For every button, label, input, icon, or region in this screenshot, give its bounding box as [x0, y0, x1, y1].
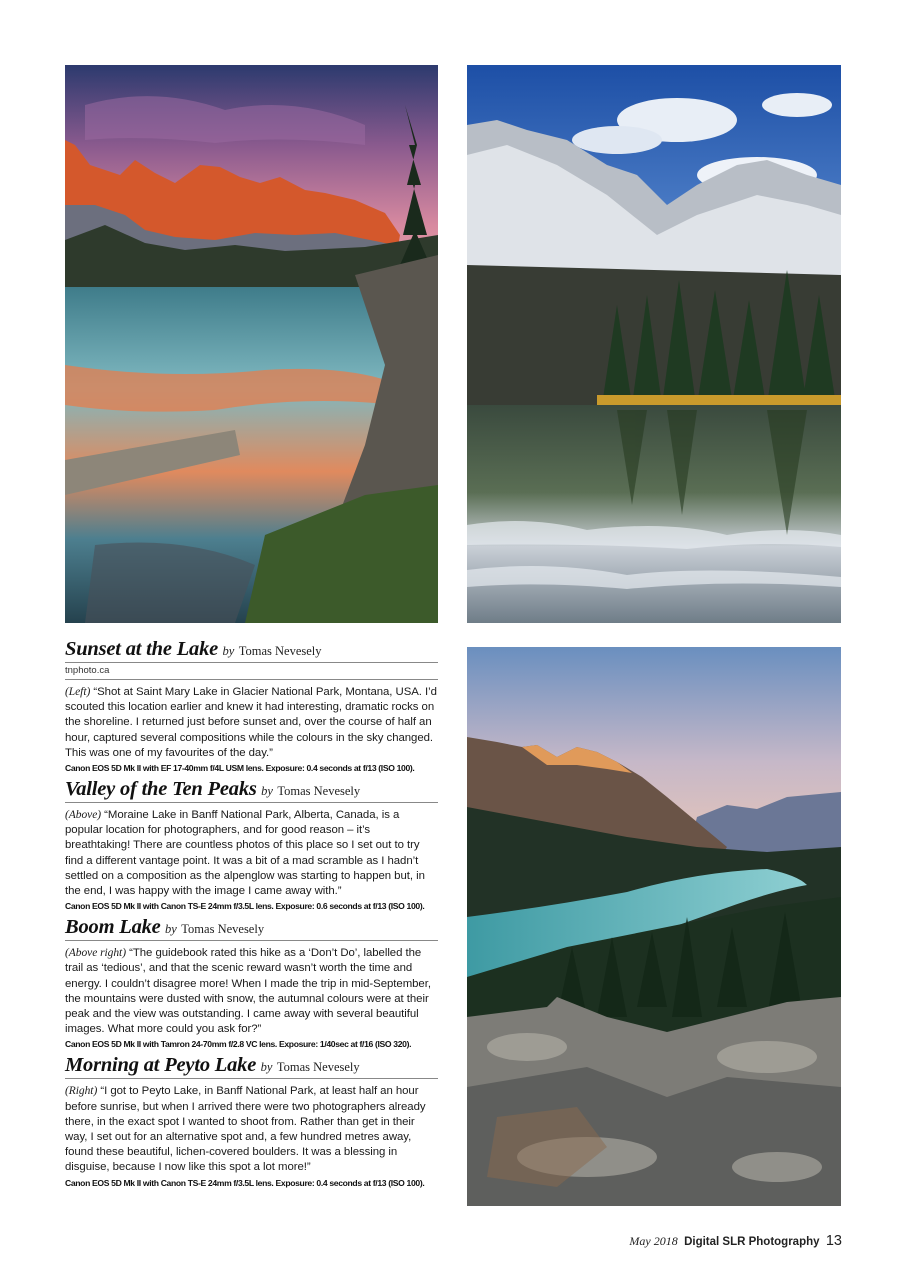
camera-specs: Canon EOS 5D Mk II with Canon TS-E 24mm f/3.5L lens. Exposure: 0.4 seconds at f/13 (ISO 100). — [65, 1177, 425, 1188]
page-number: 13 — [825, 1233, 842, 1249]
caption-text — [65, 808, 438, 899]
caption-text — [65, 685, 438, 761]
position-label: (Left) — [65, 686, 91, 698]
author-name: Tomas Nevesely — [277, 784, 361, 799]
author-name: Tomas Nevesely — [181, 922, 265, 937]
entry-boom-lake — [65, 916, 438, 1049]
camera-specs: Canon EOS 5D Mk II with Canon TS-E 24mm f/3.5L lens. Exposure: 0.6 seconds at f/13 (ISO 100). — [65, 901, 425, 912]
entry-valley-of-the-ten-peaks — [65, 778, 438, 911]
headline: Valley of the Ten Peaks — [65, 778, 257, 801]
entry-title — [65, 638, 438, 663]
magazine-name: Digital SLR Photography — [684, 1236, 820, 1248]
byline-by: by — [222, 644, 235, 658]
caption-body: “Shot at Saint Mary Lake in Glacier National Park, Montana, USA. I’d scouted this location earlier and knew it had interesting, dramatic rocks on the shoreline. I returned just before sunset and, over the course of half an hour, captured several compositions while the colours in the sky changed. This was one of my favourites of the day.” — [65, 686, 437, 759]
byline-by: by — [260, 1060, 273, 1075]
caption-column — [65, 638, 438, 1188]
caption-body: “The guidebook rated this hike as a ‘Don’t Do’, labelled the trail as ‘tedious’, and that the scenic reward wasn’t worth the time and energy. I couldn’t disagree more! When I made the trip in mid-September, the mountains were dusted with snow, the autumnal colours were at their peak and the view was outstanding. I came away with several beautiful images. What more could you ask for?” — [65, 947, 431, 1036]
caption-body: “I got to Peyto Lake, in Banff National Park, at least half an hour before sunrise, but when I arrived there were two photographers already there, in the exact spot I wanted to shoot from. Rather than get in their way, I set out for an alternative spot and, a few hundred metres away, found these beautiful, lichen-covered boulders. It was a blessing in disguise, because I now like this spot a lot more!” — [65, 1085, 426, 1174]
headline: Sunset at the Lake — [65, 638, 219, 660]
headline: Morning at Peyto Lake — [65, 1054, 257, 1077]
page-footer — [629, 1233, 842, 1249]
headline: Boom Lake — [65, 916, 161, 939]
entry-morning-at-peyto-lake — [65, 1054, 438, 1187]
photo-moraine-lake-sunset — [65, 65, 438, 623]
issue-date: May 2018 — [629, 1234, 678, 1248]
byline-by: by — [165, 922, 177, 937]
entry-title — [65, 916, 438, 941]
entry-title — [65, 1054, 438, 1079]
position-label: (Above) — [65, 809, 102, 822]
position-label: (Right) — [65, 1085, 98, 1098]
author-name: Tomas Nevesely — [238, 644, 322, 658]
caption-body: “Moraine Lake in Banff National Park, Alberta, Canada, is a popular location for photographers, and for good reason – it’s breathtaking! There are countless photos of this place so I set out to try find a different vantage point. It was a bit of a mad scramble as I hadn’t settled on a composition as the alpenglow was starting to happen but, in the end, I was happy with the image I came away with.” — [65, 809, 425, 898]
author-name: Tomas Nevesely — [276, 1060, 360, 1075]
website: tnphoto.ca — [65, 663, 438, 680]
entry-sunset-at-the-lake — [65, 638, 438, 773]
position-label: (Above right) — [65, 947, 126, 960]
caption-text — [65, 1084, 438, 1175]
caption-text — [65, 946, 438, 1037]
photo-boom-lake — [467, 65, 841, 623]
camera-specs: Canon EOS 5D Mk II with EF 17-40mm f/4L USM lens. Exposure: 0.4 seconds at f/13 (ISO 100). — [65, 763, 415, 774]
entry-title — [65, 778, 438, 803]
camera-specs: Canon EOS 5D Mk II with Tamron 24-70mm f/2.8 VC lens. Exposure: 1/40sec at f/16 (ISO 320). — [65, 1039, 412, 1050]
byline-by: by — [261, 784, 273, 799]
photo-peyto-lake — [467, 647, 841, 1206]
